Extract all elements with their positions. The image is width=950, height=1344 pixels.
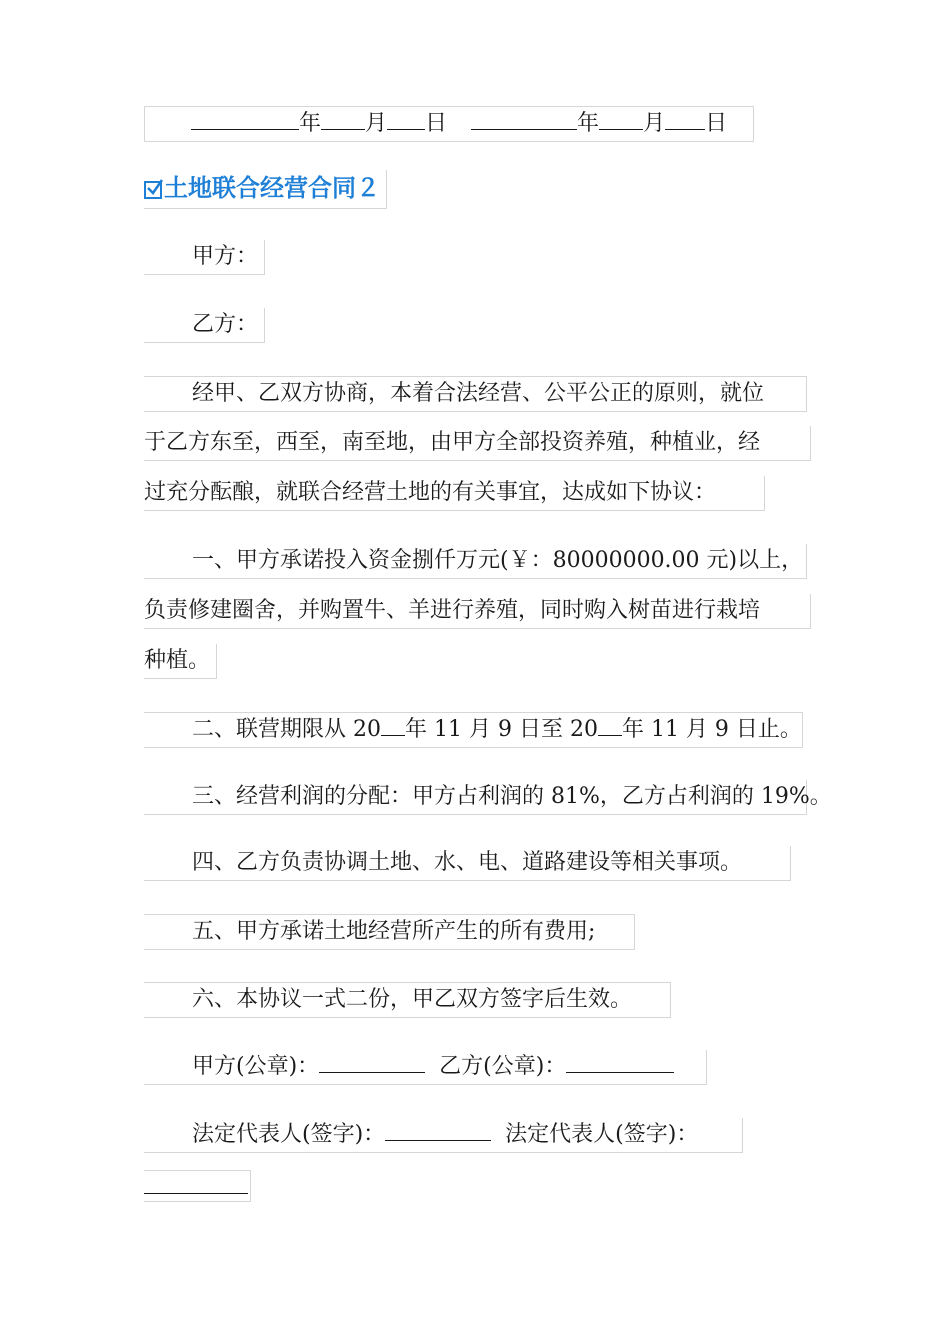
clause-5-text: 五、甲方承诺土地经营所产生的所有费用; [192,919,596,944]
month-blank-2 [599,107,643,130]
seal-row [144,1050,707,1085]
intro-text-2: 于乙方东至，西至，南至地，由甲方全部投资养殖，种植业，经 [144,430,761,455]
day-blank-2 [665,107,705,130]
clause-2-mid: 年 11 月 9 日至 20 [405,717,598,742]
day-label-2: 日 [705,111,728,136]
intro-line-3 [144,476,765,511]
representative-row [144,1118,743,1153]
document-title [144,170,387,209]
party-a-rep-label: 法定代表人(签字)： [192,1122,386,1147]
intro-line-1 [144,376,807,412]
intro-text-3: 过充分酝酿，就联合经营土地的有关事宜，达成如下协议： [144,480,717,505]
party-b-seal-blank [566,1050,674,1073]
party-b-seal-label: 乙方(公章)： [439,1054,567,1079]
clause-2-prefix: 二、联营期限从 20 [192,717,381,742]
party-a-rep-blank [385,1118,491,1141]
day-blank-1 [387,107,425,130]
clause-1-line-3 [144,644,217,679]
clause-1-text-1: 一、甲方承诺投入资金捌仟万元(￥：80000000.00 元)以上， [192,548,804,573]
month-label-1: 月 [365,111,388,136]
clause-4-line [144,846,791,881]
party-a-seal-label: 甲方(公章)： [192,1054,320,1079]
party-b-label: 乙方： [192,312,259,337]
clause-1-line-1 [144,544,807,579]
clause-1-text-2: 负责修建圈舍，并购置牛、羊进行养殖，同时购入树苗进行栽培 [144,598,761,623]
year-label-2: 年 [577,111,600,136]
party-b-rep-blank [144,1171,248,1194]
party-b-line [144,308,265,343]
clause-1-line-2 [144,594,811,629]
date-row [144,106,754,142]
party-a-seal-blank [319,1050,425,1073]
month-blank-1 [321,107,365,130]
year-blank-1 [191,107,299,130]
clause-6-text: 六、本协议一式二份，甲乙双方签字后生效。 [192,987,633,1012]
party-a-label: 甲方： [192,244,259,269]
party-b-rep-label: 法定代表人(签字)： [505,1122,699,1147]
clause-5-line [144,914,635,950]
year-label-1: 年 [299,111,322,136]
year-blank-2 [471,107,577,130]
intro-line-2 [144,426,811,461]
representative-row-continued [144,1170,251,1202]
clause-1-text-3: 种植。 [144,648,211,673]
party-a-line [144,240,265,275]
day-label-1: 日 [425,111,448,136]
title-text: 土地联合经营合同２ [164,173,380,202]
clause-2-suffix: 年 11 月 9 日止。 [621,717,802,742]
clause-2-blank-1 [381,713,405,736]
clause-2-line [144,712,803,748]
clause-3-text: 三、经营利润的分配：甲方占利润的 81%，乙方占利润的 19%。 [192,784,832,809]
clause-6-line [144,982,671,1018]
month-label-2: 月 [643,111,666,136]
checkbox-icon [144,181,162,199]
clause-2-blank-2 [598,713,622,736]
clause-4-text: 四、乙方负责协调土地、水、电、道路建设等相关事项。 [192,850,743,875]
intro-text-1: 经甲、乙双方协商，本着合法经营、公平公正的原则，就位 [192,381,765,406]
clause-3-line [144,780,832,815]
